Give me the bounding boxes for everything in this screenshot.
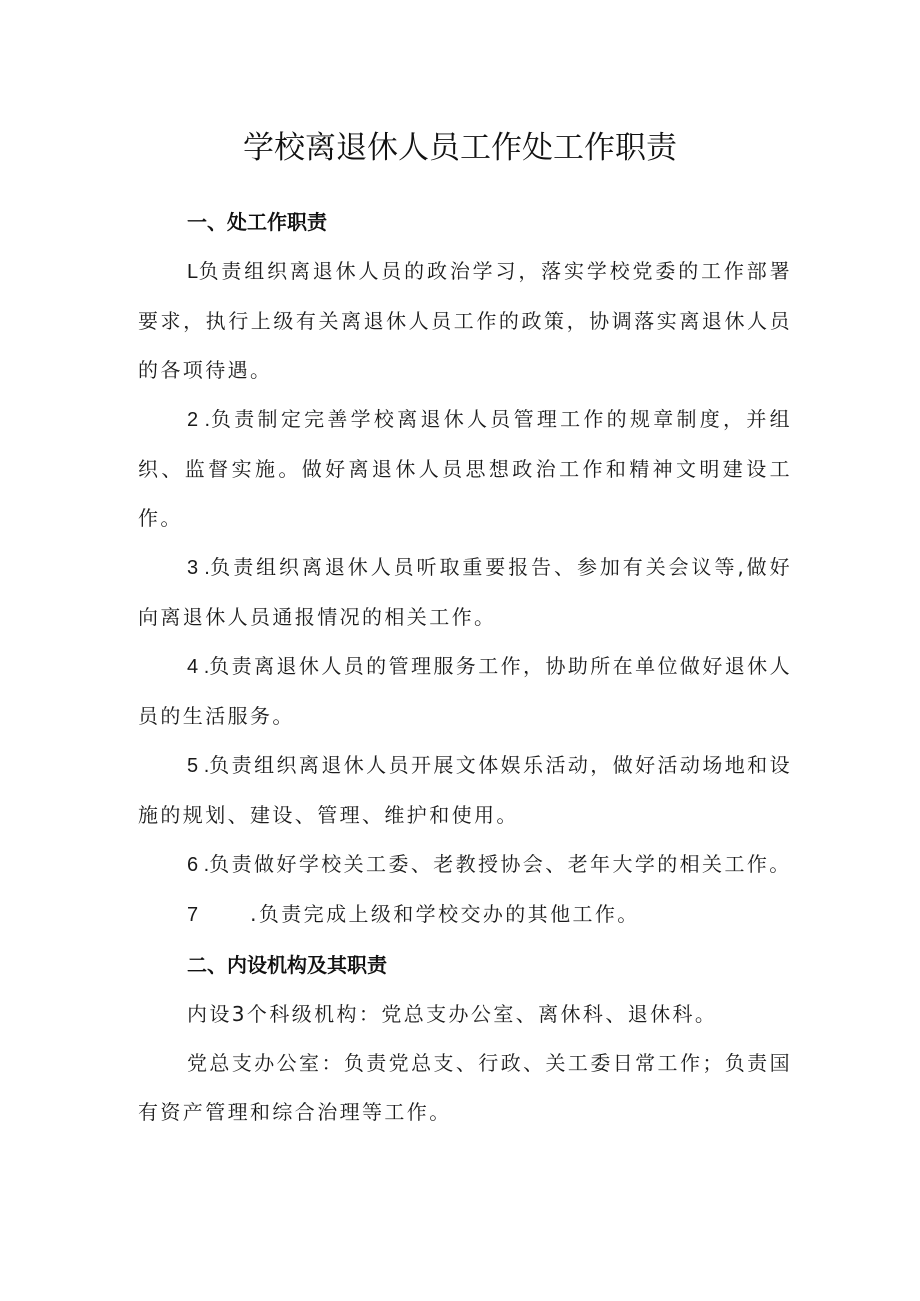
duty-item-7 — [138, 890, 792, 940]
duty-item-text: 负责组织离退休人员开展文体娱乐活动，做好活动场地和设施的规划、建设、管理、维护和使用。 — [138, 753, 792, 827]
duty-item-3 — [138, 543, 792, 642]
department-paragraph-1: 内设3个科级机构：党总支办公室、离休科、退休科。 — [187, 1002, 718, 1026]
duty-item-2 — [138, 395, 792, 543]
duty-item-text: 负责离退休人员的管理服务工作，协助所在单位做好退休人员的生活服务。 — [138, 654, 792, 728]
department-paragraph-2: 党总支办公室：负责党总支、行政、关工委日常工作；负责国有资产管理和综合治理等工作。 — [138, 1051, 792, 1124]
duty-item-1 — [138, 247, 792, 395]
duty-item-number: 6 . — [187, 854, 210, 876]
duty-item-number: 4 . — [187, 656, 210, 678]
duty-item-text: 负责做好学校关工委、老教授协会、老年大学的相关工作。 — [209, 852, 792, 876]
section-heading-duties: 一、处工作职责 — [187, 210, 327, 234]
duty-item-number: L — [187, 261, 199, 283]
document-body — [138, 197, 792, 1137]
duty-item-number: 2 . — [187, 409, 211, 431]
duty-item-text: 负责组织离退休人员的政治学习，落实学校党委的工作部署要求，执行上级有关离退休人员工作的政策，协调落实离退休人员的各项待遇。 — [138, 259, 792, 382]
duty-item-4 — [138, 642, 792, 741]
duty-item-number: 7 — [187, 904, 199, 926]
section-heading-departments: 二、内设机构及其职责 — [187, 953, 387, 977]
duty-item-number: 3 . — [187, 557, 210, 579]
duty-item-6 — [138, 840, 792, 890]
duty-item-5 — [138, 741, 792, 840]
duty-item-text: 负责组织离退休人员听取重要报告、参加有关会议等,做好向离退休人员通报情况的相关工作。 — [138, 555, 792, 629]
duty-item-number: 5 . — [187, 755, 210, 777]
duty-item-text: .负责完成上级和学校交办的其他工作。 — [250, 902, 640, 926]
duty-item-text: 负责制定完善学校离退休人员管理工作的规章制度，并组织、监督实施。做好离退休人员思想政治工作和精神文明建设工作。 — [138, 407, 792, 530]
document-title: 学校离退休人员工作处工作职责 — [243, 130, 677, 166]
